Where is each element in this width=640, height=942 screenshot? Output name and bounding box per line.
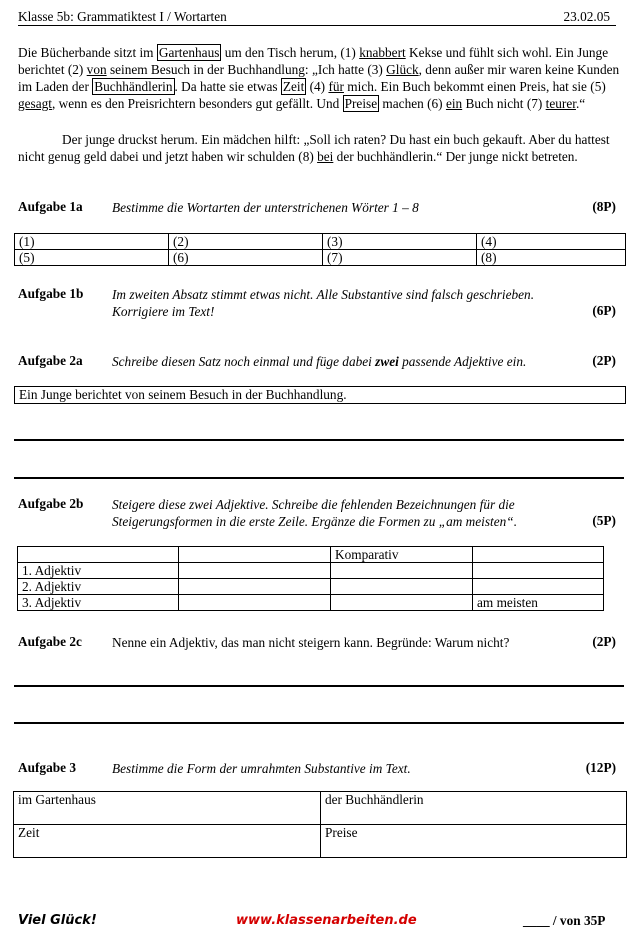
text-segment: , denn außer mir waren keine Kunden im Laden der xyxy=(18,62,620,94)
table-row xyxy=(14,825,627,858)
comparison-table xyxy=(17,546,604,611)
answer-cell[interactable]: (4) xyxy=(477,234,626,250)
task-2b xyxy=(18,496,616,532)
underlined-word: teurer xyxy=(545,96,576,111)
answer-cell[interactable]: (5) xyxy=(15,250,169,266)
table-cell[interactable] xyxy=(331,579,473,595)
text-segment: (4) xyxy=(306,79,329,94)
text-segment: , wenn es den Preisrichtern besonders gut gefällt. Und xyxy=(51,96,343,111)
underlined-word: Glück xyxy=(386,62,419,77)
task-label: Aufgabe 2b xyxy=(18,496,84,511)
table-cell: Komparativ xyxy=(331,547,473,563)
story-paragraph-2 xyxy=(18,131,622,165)
table-row xyxy=(18,579,604,595)
underlined-word: bei xyxy=(317,149,334,164)
task-label: Aufgabe 2c xyxy=(18,634,82,649)
task-label: Aufgabe 1b xyxy=(18,286,84,301)
answer-cell[interactable]: Preise xyxy=(321,825,627,858)
table-cell[interactable] xyxy=(473,563,604,579)
table-cell[interactable] xyxy=(179,579,331,595)
task-points: (5P) xyxy=(592,513,616,528)
answer-cell[interactable]: (8) xyxy=(477,250,626,266)
table-cell[interactable] xyxy=(331,595,473,611)
task-instruction: Schreibe diesen Satz noch einmal und füge dabei zwei passende Adjektive ein. xyxy=(112,354,527,369)
answer-cell[interactable]: (1) xyxy=(15,234,169,250)
task-1b xyxy=(18,286,616,322)
answer-cell[interactable]: der Buchhändlerin xyxy=(321,792,627,825)
boxed-noun: Zeit xyxy=(282,79,305,94)
table-cell[interactable] xyxy=(331,563,473,579)
footer-good-luck: Viel Glück! xyxy=(18,913,97,928)
answer-line[interactable] xyxy=(14,439,624,441)
table-cell[interactable] xyxy=(473,547,604,563)
boxed-noun: Preise xyxy=(344,96,378,111)
table-cell[interactable] xyxy=(179,595,331,611)
underlined-word: von xyxy=(86,62,107,77)
text-segment: Kekse und fühlt sich wohl. Ein Junge berichtet (2) xyxy=(18,45,609,77)
task-instruction: Nenne ein Adjektiv, das man nicht steigern kann. Begründe: Warum nicht? xyxy=(112,635,510,650)
story-paragraph-1 xyxy=(18,44,622,112)
table-cell: 2. Adjektiv xyxy=(18,579,179,595)
table-cell[interactable] xyxy=(473,579,604,595)
text-segment: seinem Besuch in der Buchhandlung: „Ich hatte (3) xyxy=(106,62,387,77)
text-segment: der buchhändlerin.“ Der junge nickt betreten. xyxy=(333,149,578,164)
task-points: (2P) xyxy=(592,634,616,649)
table-row xyxy=(15,250,626,266)
boxed-noun: Gartenhaus xyxy=(158,45,220,60)
table-cell[interactable] xyxy=(18,547,179,563)
text-segment: mich. Ein Buch bekommt einen Preis, hat sie (5) xyxy=(343,79,606,94)
answer-cell[interactable]: (3) xyxy=(323,234,477,250)
task-instruction: Im zweiten Absatz stimmt etwas nicht. Alle Substantive sind falsch geschrieben. xyxy=(112,287,535,302)
table-row xyxy=(18,563,604,579)
text-segment: .“ xyxy=(575,96,586,111)
header-date: 23.02.05 xyxy=(563,9,610,24)
page-header xyxy=(18,9,616,26)
task-instruction: Bestimme die Form der umrahmten Substantive im Text. xyxy=(112,761,411,776)
table-row xyxy=(14,792,627,825)
task-2a-sentence-box xyxy=(14,386,626,404)
answer-line[interactable] xyxy=(14,477,624,479)
answer-line[interactable] xyxy=(14,685,624,687)
task-instruction-2: Korrigiere im Text! xyxy=(112,304,215,319)
answer-cell[interactable]: (2) xyxy=(169,234,323,250)
table-cell: 1. Adjektiv xyxy=(18,563,179,579)
text-segment: Die Bücherbande sitzt im xyxy=(18,45,157,60)
text-segment: machen (6) xyxy=(379,96,446,111)
task-label: Aufgabe 2a xyxy=(18,353,83,368)
underlined-word: für xyxy=(328,79,344,94)
footer-website-link[interactable]: www.klassenarbeiten.de xyxy=(236,913,417,928)
task-3 xyxy=(18,760,616,777)
text-segment: Der junge druckst herum. Ein mädchen hilft: „Soll ich raten? Du hast ein buch gekauft. Aber du hattest nicht genug geld dabei und jetzt haben wir schulden (8) xyxy=(18,132,610,164)
task-label: Aufgabe 1a xyxy=(18,199,83,214)
task-1a xyxy=(18,199,616,216)
task-points: (6P) xyxy=(592,303,616,318)
task-1a-table xyxy=(14,233,626,266)
answer-cell[interactable]: (6) xyxy=(169,250,323,266)
text-segment: um den Tisch herum, (1) xyxy=(221,45,360,60)
table-cell[interactable] xyxy=(179,547,331,563)
page-title: Klasse 5b: Grammatiktest I / Wortarten xyxy=(18,9,227,24)
answer-cell[interactable]: (7) xyxy=(323,250,477,266)
task-3-table xyxy=(13,791,627,858)
footer-score: ____ / von 35P xyxy=(523,913,606,928)
answer-cell[interactable]: im Gartenhaus xyxy=(14,792,321,825)
task-2a xyxy=(18,353,616,370)
table-cell: 3. Adjektiv xyxy=(18,595,179,611)
task-instruction: Steigere diese zwei Adjektive. Schreibe die fehlenden Bezeichnungen für die xyxy=(112,497,515,512)
text-segment: . Da hatte sie etwas xyxy=(174,79,281,94)
answer-line[interactable] xyxy=(14,722,624,724)
text-segment: Buch nicht (7) xyxy=(462,96,546,111)
task-points: (12P) xyxy=(585,760,616,775)
table-row xyxy=(18,595,604,611)
sentence-text: Ein Junge berichtet von seinem Besuch in der Buchhandlung. xyxy=(15,387,626,404)
task-instruction: Bestimme die Wortarten der unterstrichenen Wörter 1 – 8 xyxy=(112,200,419,215)
answer-cell[interactable]: Zeit xyxy=(14,825,321,858)
task-instruction-2: Steigerungsformen in die erste Zeile. Ergänze die Formen zu „am meisten“. xyxy=(112,514,518,529)
table-row xyxy=(15,234,626,250)
task-points: (2P) xyxy=(592,353,616,368)
boxed-noun: Buchhändlerin xyxy=(94,79,173,94)
table-row xyxy=(18,547,604,563)
underlined-word: gesagt xyxy=(18,96,52,111)
task-points: (8P) xyxy=(592,199,616,214)
table-cell: am meisten xyxy=(473,595,604,611)
underlined-word: knabbert xyxy=(359,45,406,60)
underlined-word: ein xyxy=(445,96,463,111)
task-label: Aufgabe 3 xyxy=(18,760,76,775)
table-cell[interactable] xyxy=(179,563,331,579)
task-2c xyxy=(18,634,616,651)
